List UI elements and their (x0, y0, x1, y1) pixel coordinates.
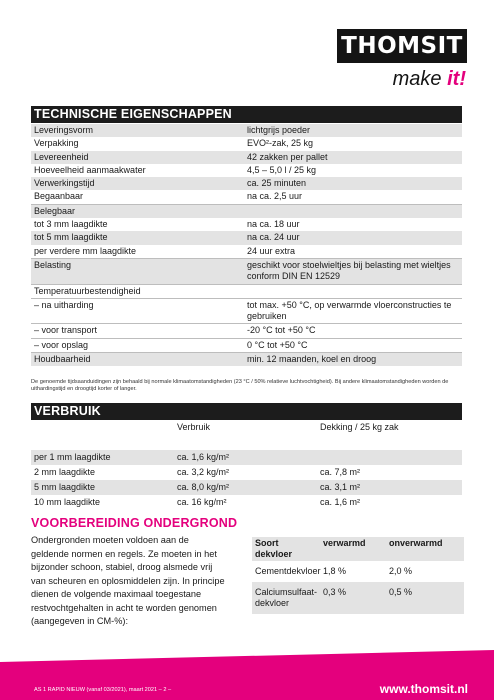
property-name: Hoeveelheid aanmaakwater (34, 164, 146, 175)
slogan-base: make (392, 68, 448, 90)
property-value: ca. 25 minuten (247, 178, 307, 189)
property-name: tot 3 mm laagdikte (34, 219, 108, 230)
moisture-unheated-value: 0,5 % (389, 587, 413, 597)
property-value: 24 uur extra (247, 245, 296, 256)
property-name: Begaanbaar (34, 191, 84, 202)
property-row (31, 298, 462, 324)
property-row (31, 245, 462, 258)
moisture-row (252, 582, 464, 614)
property-name: Houdbaarheid (34, 354, 91, 365)
property-value: EVO²-zak, 25 kg (247, 138, 314, 149)
preparation-title: VOORBEREIDING ONDERGROND (31, 516, 238, 530)
moisture-table (252, 537, 464, 614)
consumption-row (31, 465, 462, 480)
property-name: tot 5 mm laagdikte (34, 232, 108, 243)
property-row (31, 190, 462, 203)
property-value (244, 205, 462, 218)
property-value: -20 °C tot +50 °C (247, 325, 316, 336)
moisture-heated-value: 1,8 % (323, 566, 347, 576)
property-value: geschikt voor stoelwieltjes bij belasting met wieltjes conform DIN EN 12529 (247, 259, 451, 282)
property-value: na ca. 18 uur (247, 219, 300, 230)
consumption-thickness: 2 mm laagdikte (34, 467, 96, 477)
moisture-unheated-value: 2,0 % (389, 566, 413, 576)
property-name: Levereenheid (34, 151, 89, 162)
property-row (31, 204, 462, 218)
property-row (31, 177, 462, 190)
moisture-heated-value: 0,3 % (323, 587, 347, 597)
property-value: min. 12 maanden, koel en droog (247, 354, 377, 365)
properties-title: TECHNISCHE EIGENSCHAPPEN (31, 106, 462, 123)
consumption-row (31, 480, 462, 495)
property-name: – na uitharding (34, 299, 94, 310)
consumption-row (31, 450, 462, 465)
property-name: Leveringsvorm (34, 125, 94, 135)
consumption-header-verbruik: Verbruik (177, 422, 211, 432)
thomsit-logo: THOMSIT (337, 29, 467, 63)
consumption-coverage: ca. 7,8 m² (320, 467, 361, 477)
consumption-amount: ca. 8,0 kg/m² (177, 482, 230, 492)
consumption-row (31, 495, 462, 510)
property-value: 42 zakken per pallet (247, 151, 328, 162)
slogan (393, 68, 466, 91)
consumption-thickness: 10 mm laagdikte (34, 497, 101, 507)
moisture-header-unheated: onverwarmd (389, 538, 443, 548)
slogan-accent: it! (447, 68, 466, 90)
properties-footnote: De genoemde tijdsaanduidingen zijn behaald bij normale klimaatomstandigheden (23 °C / 50% relatieve luchtvochtigheid). Bij andere klimaatomstandigheden worden de uithardingstijd en droogtijd korter of langer. (31, 379, 449, 392)
moisture-floor-type: Cementdekvloer (255, 566, 321, 576)
property-name: Temperatuurbestendigheid (34, 285, 141, 296)
consumption-coverage: ca. 1,6 m² (320, 497, 361, 507)
property-value: 0 °C tot +50 °C (247, 339, 308, 350)
properties-table (31, 124, 462, 366)
property-row (31, 231, 462, 244)
preparation-text: Ondergronden moeten voldoen aan de geldende normen en regels. Ze moeten in het bijzonder schoon, stabiel, droog alsmede vrij van scheuren en oplosmiddelen zijn. In principe dienen de volgende maximaal toegestane restvochtgehalten in acht te worden genomen (aangegeven in CM-%): (31, 535, 225, 626)
property-name: Belasting (34, 259, 72, 270)
property-name: – voor opslag (34, 339, 89, 350)
property-name: Verwerkingstijd (34, 178, 95, 189)
property-row (31, 137, 462, 150)
moisture-header-type: Soort dekvloer (255, 538, 293, 559)
property-row (31, 338, 462, 352)
moisture-header-row (252, 537, 464, 561)
consumption-header-empty (31, 422, 174, 450)
property-value (244, 285, 462, 298)
property-row (31, 284, 462, 298)
property-name: Verpakking (34, 138, 79, 149)
property-name: per verdere mm laagdikte (34, 245, 137, 256)
property-value: lichtgrijs poeder (247, 125, 311, 135)
consumption-thickness: per 1 mm laagdikte (34, 452, 111, 462)
moisture-header-heated: verwarmd (323, 538, 366, 548)
moisture-row (252, 561, 464, 582)
property-row (31, 218, 462, 231)
consumption-header-row (31, 422, 462, 450)
property-row (31, 323, 462, 337)
property-name: – voor transport (34, 325, 98, 336)
property-row (31, 124, 462, 137)
consumption-amount: ca. 3,2 kg/m² (177, 467, 230, 477)
footer-document-info: AS 1 RAPID NIEUW (vanaf 03/2021), maart 2021 – 2 – (34, 687, 172, 693)
consumption-thickness: 5 mm laagdikte (34, 482, 96, 492)
property-row (31, 352, 462, 366)
property-row (31, 164, 462, 177)
property-row (31, 258, 462, 284)
consumption-coverage: ca. 3,1 m² (320, 482, 361, 492)
property-value: na ca. 24 uur (247, 232, 300, 243)
consumption-title: VERBRUIK (31, 403, 462, 420)
property-value: na ca. 2,5 uur (247, 191, 303, 202)
footer-url-link[interactable]: www.thomsit.nl (379, 682, 468, 696)
consumption-table (31, 422, 462, 510)
consumption-amount: ca. 16 kg/m² (177, 497, 227, 507)
consumption-header-dekking: Dekking / 25 kg zak (320, 422, 399, 432)
consumption-amount: ca. 1,6 kg/m² (177, 452, 230, 462)
consumption-coverage (317, 450, 462, 465)
property-row (31, 151, 462, 164)
moisture-floor-type: Calciumsulfaat-dekvloer (255, 587, 318, 608)
property-name: Belegbaar (34, 205, 76, 216)
property-value: tot max. +50 °C, op verwarmde vloerconstructies te gebruiken (247, 299, 452, 322)
property-value: 4,5 – 5,0 l / 25 kg (247, 164, 317, 175)
